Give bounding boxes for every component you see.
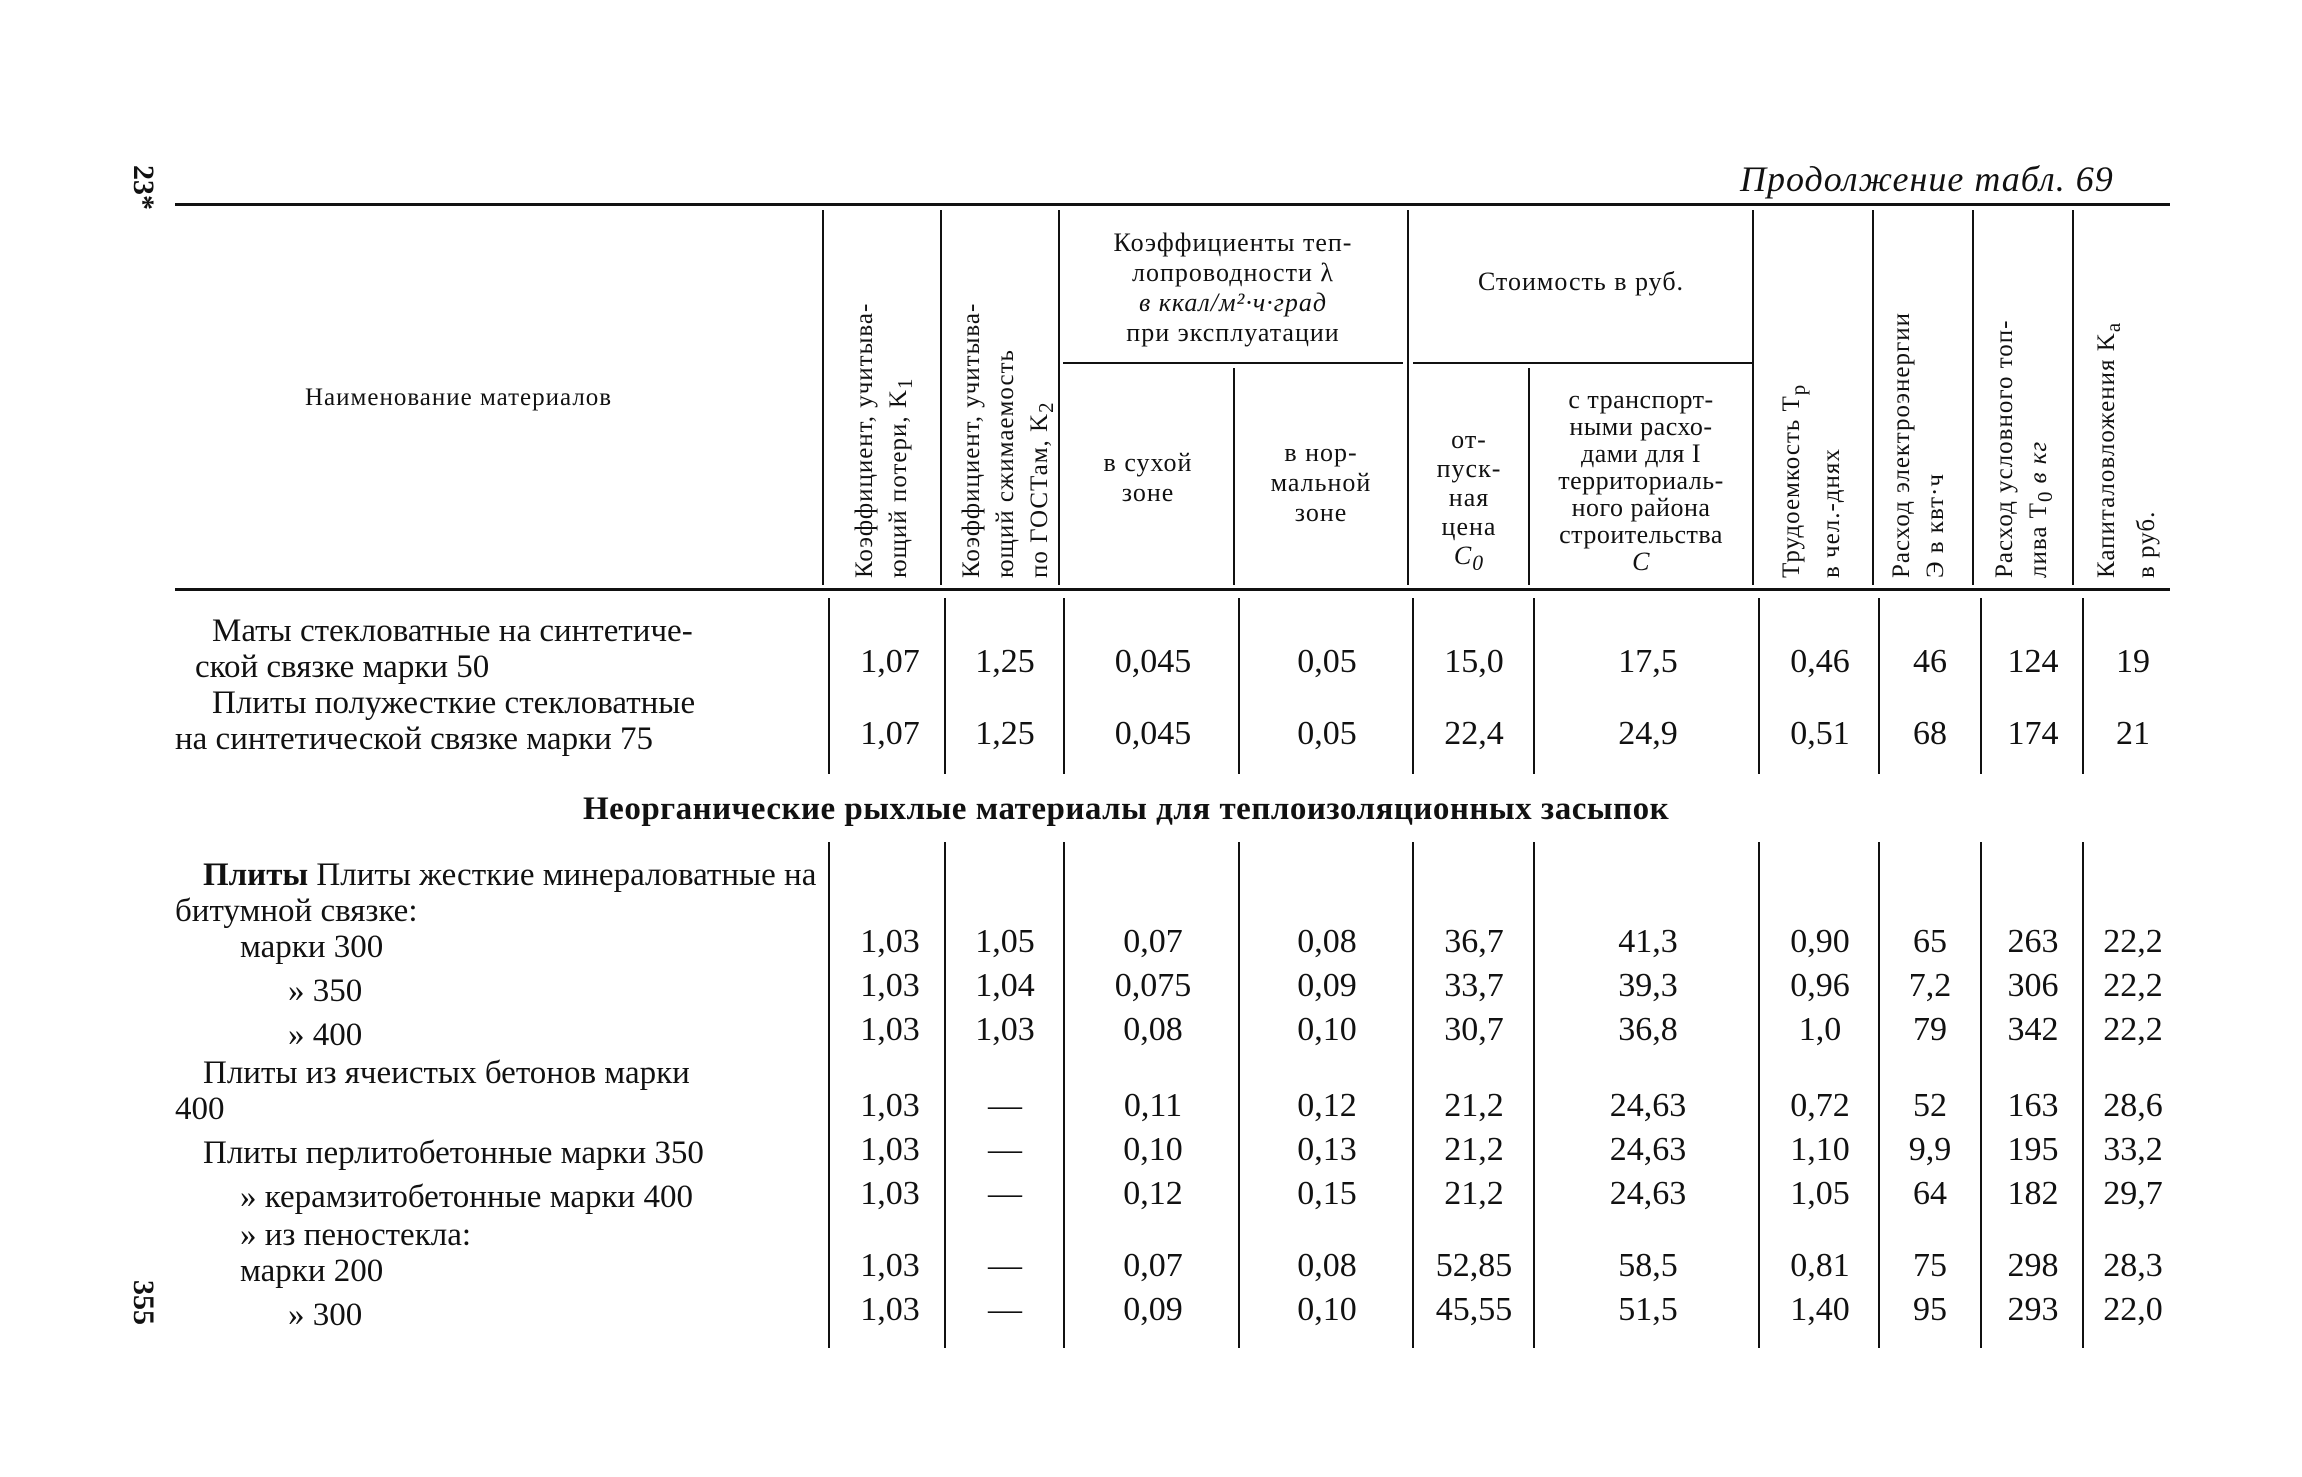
row-m300-col-2: 1,05 — [975, 923, 1035, 960]
row-1-name-line2: ской связке марки 50 — [195, 649, 490, 685]
row-keramzit-col-4: 0,15 — [1297, 1175, 1357, 1212]
header-c-line6: строительства — [1559, 520, 1723, 549]
header-t0-line1: Расход условного топ- — [1991, 319, 2018, 578]
header-ka-text: Капиталовложения K — [2093, 332, 2120, 578]
row-perlite-col-4: 0,13 — [1297, 1131, 1357, 1168]
row-m400-label: » 400 — [288, 1017, 363, 1053]
header-lambda-line3: в ккал/м²·ч·град — [1138, 288, 1328, 317]
table-top-rule — [175, 203, 2170, 206]
header-e-line2: Э в квт·ч — [1922, 473, 1949, 578]
row-m350-col-8: 7,2 — [1908, 967, 1952, 1004]
header-normal-line2: мальной — [1270, 468, 1372, 497]
row-cellular-col-1: 1,03 — [860, 1087, 920, 1124]
row-m350-col-9: 306 — [2007, 967, 2059, 1004]
row-foamglass-300-col-5: 45,55 — [1435, 1291, 1513, 1328]
row-foamglass-300-col-1: 1,03 — [860, 1291, 920, 1328]
header-normal-line1: в нор- — [1284, 438, 1358, 467]
header-k2-sub: 2 — [1034, 401, 1058, 413]
header-ka-sub: а — [2101, 321, 2125, 333]
header-e-line1: Расход электроэнергии — [1888, 312, 1915, 578]
row-m400-col-1: 1,03 — [860, 1011, 920, 1048]
row-foamglass-200-col-9: 298 — [2007, 1247, 2059, 1284]
header-t0-line2 — [2022, 320, 2062, 579]
row-slabs-75-col-6: 24,9 — [1618, 715, 1678, 752]
body-vline — [1238, 598, 1240, 774]
header-c-line5: ного района — [1571, 493, 1711, 522]
header-tr-line2: в чел.-днях — [1818, 448, 1845, 578]
hdr-vline — [1752, 210, 1754, 585]
row-1-name-line1: Маты стекловатные на синтетиче- — [212, 613, 693, 649]
section-title: Неорганические рыхлые материалы для теплоизоляционных засыпок — [583, 791, 1670, 827]
row-m350-col-1: 1,03 — [860, 967, 920, 1004]
row-m300-col-10: 22,2 — [2103, 923, 2163, 960]
hdr-vline — [2072, 210, 2074, 585]
header-normal — [1236, 438, 1406, 528]
row-m350-label: » 350 — [288, 973, 363, 1009]
header-tr — [1775, 384, 1849, 578]
header-c0-line5 — [1410, 541, 1528, 578]
row-mats-50-col-5: 15,0 — [1444, 643, 1504, 680]
header-t0-sub: 0 — [2033, 490, 2057, 503]
row-slabs-75-col-7: 0,51 — [1790, 715, 1850, 752]
row-foamglass-300-col-9: 293 — [2007, 1291, 2059, 1328]
row-mats-50-col-8: 46 — [1913, 643, 1947, 680]
hdr-vline — [822, 210, 824, 585]
header-tr-line1 — [1775, 384, 1815, 578]
header-lambda-line1: Коэффициенты теп- — [1113, 228, 1353, 257]
row-m300-col-8: 65 — [1913, 923, 1947, 960]
row-foamglass-200-col-3: 0,07 — [1123, 1247, 1183, 1284]
header-dry-line1: в сухой — [1103, 448, 1193, 477]
row-m400-col-2: 1,03 — [975, 1011, 1035, 1048]
lambda-subrule — [1063, 362, 1403, 364]
header-c0 — [1410, 425, 1528, 578]
header-k1 — [848, 303, 922, 578]
header-t0 — [1988, 320, 2062, 579]
row-m350-col-4: 0,09 — [1297, 967, 1357, 1004]
row-slabs-75-col-2: 1,25 — [975, 715, 1035, 752]
row-m400-col-6: 36,8 — [1618, 1011, 1678, 1048]
row-slabs-75-col-5: 22,4 — [1444, 715, 1504, 752]
row-cellular-col-6: 24,63 — [1609, 1087, 1687, 1124]
hdr-vline — [1872, 210, 1874, 585]
header-ka-line2: в руб. — [2133, 510, 2160, 578]
header-k1-line2 — [882, 303, 922, 578]
header-name: Наименование материалов — [305, 384, 613, 411]
header-lambda-line4: при эксплуатации — [1126, 318, 1340, 347]
row-m300-label: марки 300 — [240, 929, 384, 965]
header-c-line3: дами для I — [1581, 439, 1701, 468]
row-m300-col-6: 41,3 — [1618, 923, 1678, 960]
row-m400-col-10: 22,2 — [2103, 1011, 2163, 1048]
row-cellular-col-8: 52 — [1913, 1087, 1947, 1124]
row-perlite-col-1: 1,03 — [860, 1131, 920, 1168]
row-m350-col-10: 22,2 — [2103, 967, 2163, 1004]
header-k2-line3 — [1023, 303, 1063, 578]
row-perlite-col-8: 9,9 — [1908, 1131, 1952, 1168]
row-m300-col-1: 1,03 — [860, 923, 920, 960]
header-c0-line4: цена — [1441, 512, 1497, 541]
row-keramzit-col-9: 182 — [2007, 1175, 2059, 1212]
row-keramzit-col-8: 64 — [1913, 1175, 1947, 1212]
row-foamglass-200-col-2: — — [988, 1247, 1022, 1284]
row-m350-col-5: 33,7 — [1444, 967, 1504, 1004]
header-c0-line3: ная — [1448, 483, 1490, 512]
row-perlite-col-5: 21,2 — [1444, 1131, 1504, 1168]
header-tr-sub: р — [1786, 383, 1810, 396]
header-t0-text: лива T — [2025, 502, 2052, 578]
row-foamglass-200-col-4: 0,08 — [1297, 1247, 1357, 1284]
header-t0-unit: в кг — [2025, 440, 2052, 491]
row-mats-50-col-2: 1,25 — [975, 643, 1035, 680]
header-c-line4: территориаль- — [1558, 466, 1724, 495]
header-cost: Стоимость в руб. — [1477, 267, 1685, 296]
row-foamglass-300-col-2: — — [988, 1291, 1022, 1328]
row-foamglass-300-col-6: 51,5 — [1618, 1291, 1678, 1328]
row-foamglass-200-col-6: 58,5 — [1618, 1247, 1678, 1284]
row-foamglass-300-col-10: 22,0 — [2103, 1291, 2163, 1328]
row-m400-col-9: 342 — [2007, 1011, 2059, 1048]
row-cellular-col-5: 21,2 — [1444, 1087, 1504, 1124]
row-m400-col-5: 30,7 — [1444, 1011, 1504, 1048]
row-m400-col-4: 0,10 — [1297, 1011, 1357, 1048]
row-m300-col-3: 0,07 — [1123, 923, 1183, 960]
header-normal-line3: зоне — [1294, 498, 1348, 527]
row-slabs-75-col-8: 68 — [1913, 715, 1947, 752]
header-lambda-line2: лопроводности λ — [1132, 258, 1334, 287]
row-foamglass-300-col-3: 0,09 — [1123, 1291, 1183, 1328]
row-cellular-col-9: 163 — [2007, 1087, 2059, 1124]
hdr-vline — [1972, 210, 1974, 585]
row-perlite-col-10: 33,2 — [2103, 1131, 2163, 1168]
row-keramzit-col-2: — — [988, 1175, 1022, 1212]
row-m400-col-3: 0,08 — [1123, 1011, 1183, 1048]
header-bottom-rule — [175, 588, 2170, 591]
row-foamglass-300-label: » 300 — [288, 1297, 363, 1333]
header-k1-text: ющий потери, K — [885, 389, 912, 578]
group-1-line1-rest: Плиты жесткие минераловатные на — [316, 857, 817, 893]
header-k2-line1: Коэффициент, учитыва- — [958, 302, 985, 578]
hdr-vline — [1233, 368, 1235, 585]
row-foamglass-line1: » из пеностекла: — [240, 1217, 472, 1253]
cost-subrule — [1413, 362, 1753, 364]
row-cellular-col-10: 28,6 — [2103, 1087, 2163, 1124]
row-keramzit-col-6: 24,63 — [1609, 1175, 1687, 1212]
row-m350-col-3: 0,075 — [1114, 967, 1192, 1004]
row-m300-col-4: 0,08 — [1297, 923, 1357, 960]
row-cellular-label: 400 — [175, 1091, 225, 1127]
header-c-line1: с транспорт- — [1568, 385, 1714, 414]
row-m400-col-8: 79 — [1913, 1011, 1947, 1048]
row-foamglass-300-col-4: 0,10 — [1297, 1291, 1357, 1328]
row-m300-col-9: 263 — [2007, 923, 2059, 960]
row-m350-col-6: 39,3 — [1618, 967, 1678, 1004]
continuation-caption: Продолжение табл. 69 — [1740, 159, 2114, 199]
header-c — [1530, 386, 1752, 575]
row-slabs-75-col-4: 0,05 — [1297, 715, 1357, 752]
row-foamglass-200-col-5: 52,85 — [1435, 1247, 1513, 1284]
group-1-name-line1: Плиты Плиты жесткие минераловатные на — [203, 857, 817, 893]
row-mats-50-col-9: 124 — [2007, 643, 2059, 680]
row-perlite-col-6: 24,63 — [1609, 1131, 1687, 1168]
header-k2-line2: ющий сжимаемость — [992, 349, 1019, 578]
row-mats-50-col-6: 17,5 — [1618, 643, 1678, 680]
header-c0-sym: C — [1453, 541, 1473, 570]
row-foamglass-300-col-7: 1,40 — [1790, 1291, 1850, 1328]
header-dry — [1063, 448, 1233, 508]
row-m400-col-7: 1,0 — [1798, 1011, 1842, 1048]
row-perlite-col-9: 195 — [2007, 1131, 2059, 1168]
header-k1-line1: Коэффициент, учитыва- — [851, 302, 878, 578]
header-k2-text: по ГОСТам, K — [1026, 412, 1053, 578]
hdr-vline — [1407, 210, 1409, 585]
row-foamglass-200-col-10: 28,3 — [2103, 1247, 2163, 1284]
body-vline — [1238, 842, 1240, 1348]
row-mats-50-col-7: 0,46 — [1790, 643, 1850, 680]
row-slabs-75-col-10: 21 — [2116, 715, 2150, 752]
row-m300-col-5: 36,7 — [1444, 923, 1504, 960]
row-cellular-col-3: 0,11 — [1123, 1087, 1183, 1124]
row-cellular-col-2: — — [988, 1087, 1022, 1124]
row-mats-50-col-1: 1,07 — [860, 643, 920, 680]
header-c-line7: C — [1632, 547, 1650, 576]
row-keramzit-col-7: 1,05 — [1790, 1175, 1850, 1212]
row-keramzit-col-1: 1,03 — [860, 1175, 920, 1212]
header-c0-line1: от- — [1451, 425, 1487, 454]
row-m350-col-2: 1,04 — [975, 967, 1035, 1004]
row-foamglass-300-col-8: 95 — [1913, 1291, 1947, 1328]
row-perlite-col-2: — — [988, 1131, 1022, 1168]
header-c0-line2: пуск- — [1436, 454, 1502, 483]
row-m300-col-7: 0,90 — [1790, 923, 1850, 960]
header-tr-text: Трудоемкость T — [1778, 395, 1805, 578]
hdr-vline — [940, 210, 942, 585]
row-mats-50-col-10: 19 — [2116, 643, 2150, 680]
group-1-name-line2: битумной связке: — [175, 893, 418, 929]
header-dry-line2: зоне — [1121, 478, 1175, 507]
row-2-name-line2: на синтетической связке марки 75 — [175, 721, 654, 757]
row-m350-col-7: 0,96 — [1790, 967, 1850, 1004]
row-keramzit-col-3: 0,12 — [1123, 1175, 1183, 1212]
row-mats-50-col-3: 0,045 — [1114, 643, 1192, 680]
row-slabs-75-col-3: 0,045 — [1114, 715, 1192, 752]
row-slabs-75-col-1: 1,07 — [860, 715, 920, 752]
row-foamglass-200-label: марки 200 — [240, 1253, 384, 1289]
row-foamglass-200-col-1: 1,03 — [860, 1247, 920, 1284]
row-keramzit-col-10: 29,7 — [2103, 1175, 2163, 1212]
header-k1-sub: 1 — [893, 377, 917, 390]
row-perlite-col-3: 0,10 — [1123, 1131, 1183, 1168]
row-foamglass-200-col-8: 75 — [1913, 1247, 1947, 1284]
header-c-line2: ными расхо- — [1569, 412, 1713, 441]
header-lambda — [1063, 228, 1403, 348]
row-foamglass-200-col-7: 0,81 — [1790, 1247, 1850, 1284]
row-2-name-line1: Плиты полужесткие стекловатные — [212, 685, 696, 721]
row-cellular-line1: Плиты из ячеистых бетонов марки — [203, 1055, 690, 1091]
row-perlite-label: Плиты перлитобетонные марки 350 — [203, 1135, 704, 1171]
row-keramzit-label: » керамзитобетонные марки 400 — [240, 1179, 693, 1215]
header-k2 — [955, 303, 1063, 578]
header-ka — [2090, 322, 2164, 578]
row-keramzit-col-5: 21,2 — [1444, 1175, 1504, 1212]
row-mats-50-col-4: 0,05 — [1297, 643, 1357, 680]
row-cellular-col-7: 0,72 — [1790, 1087, 1850, 1124]
margin-page-mark: 23* — [127, 165, 160, 210]
row-perlite-col-7: 1,10 — [1790, 1131, 1850, 1168]
margin-page-number: 355 — [127, 1280, 160, 1325]
header-c0-sub: 0 — [1472, 551, 1485, 576]
header-ka-line1 — [2090, 322, 2130, 578]
row-slabs-75-col-9: 174 — [2007, 715, 2059, 752]
row-cellular-col-4: 0,12 — [1297, 1087, 1357, 1124]
header-e — [1885, 312, 1953, 578]
